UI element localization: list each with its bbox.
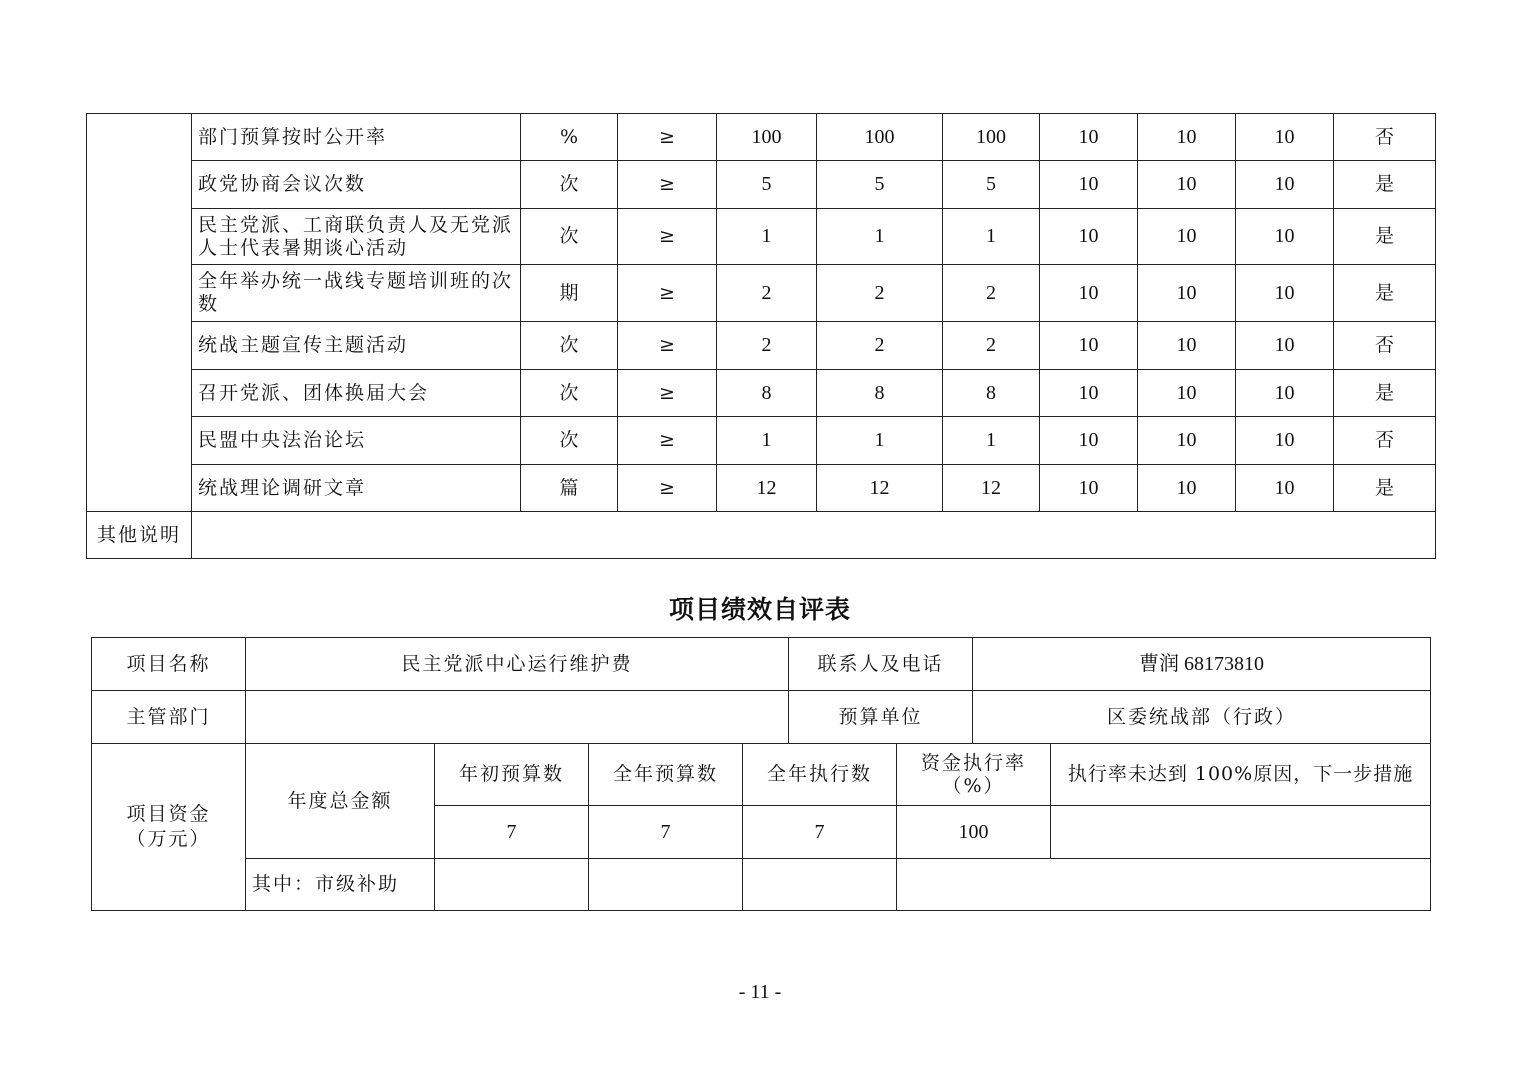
indicator-score: 10 (1138, 322, 1236, 370)
project-table (91, 637, 1431, 911)
other-notes-label: 其他说明 (87, 512, 192, 559)
indicator-name: 统战理论调研文章 (192, 465, 521, 512)
table-row (92, 859, 1431, 911)
table-row (87, 322, 1436, 370)
indicator-unit: 次 (521, 417, 618, 465)
city-exec-value (743, 859, 897, 911)
indicator-flag: 是 (1334, 161, 1436, 209)
budget-unit-label: 预算单位 (789, 691, 973, 744)
indicator-name: 部门预算按时公开率 (192, 114, 521, 161)
indicator-value: 2 (943, 322, 1040, 370)
indicator-value: 1 (717, 417, 817, 465)
table-row (92, 744, 1431, 806)
indicator-score: 10 (1236, 265, 1334, 322)
indicator-score: 10 (1040, 370, 1138, 417)
reason-label: 执行率未达到 100%原因，下一步措施 (1051, 744, 1431, 806)
indicator-value: 1 (943, 417, 1040, 465)
indicator-name: 全年举办统一战线专题培训班的次数 (192, 265, 521, 322)
indicator-flag: 否 (1334, 114, 1436, 161)
indicator-score: 10 (1236, 417, 1334, 465)
indicator-operator: ≥ (618, 370, 717, 417)
indicator-operator: ≥ (618, 161, 717, 209)
indicator-value: 2 (717, 265, 817, 322)
exec-rate-label-text: 资金执行率（%） (921, 751, 1027, 797)
indicator-value: 12 (817, 465, 943, 512)
table-row (87, 512, 1436, 559)
category-cell (87, 114, 192, 512)
city-initial-value (435, 859, 589, 911)
funds-label-text: 项目资金（万元） (126, 803, 211, 850)
indicator-score: 10 (1236, 465, 1334, 512)
indicator-value: 2 (817, 265, 943, 322)
indicator-value: 12 (943, 465, 1040, 512)
full-year-exec-label: 全年执行数 (743, 744, 897, 806)
indicator-operator: ≥ (618, 209, 717, 265)
indicator-operator: ≥ (618, 114, 717, 161)
dept-label: 主管部门 (92, 691, 246, 744)
indicator-value: 8 (943, 370, 1040, 417)
indicator-operator: ≥ (618, 265, 717, 322)
indicator-score: 10 (1040, 322, 1138, 370)
indicator-value: 1 (943, 209, 1040, 265)
indicator-unit: 期 (521, 265, 618, 322)
indicator-score: 10 (1040, 265, 1138, 322)
indicator-score: 10 (1138, 417, 1236, 465)
indicator-value: 5 (943, 161, 1040, 209)
contact-label: 联系人及电话 (789, 638, 973, 691)
indicator-value: 1 (817, 209, 943, 265)
indicator-value: 5 (717, 161, 817, 209)
indicator-score: 10 (1138, 114, 1236, 161)
full-year-budget-label: 全年预算数 (589, 744, 743, 806)
indicator-value: 1 (817, 417, 943, 465)
indicator-name: 民主党派、工商联负责人及无党派人士代表暑期谈心活动 (192, 209, 521, 265)
indicator-score: 10 (1138, 161, 1236, 209)
exec-rate-label (897, 744, 1051, 806)
indicator-operator: ≥ (618, 322, 717, 370)
indicator-score: 10 (1138, 265, 1236, 322)
indicator-score: 10 (1236, 370, 1334, 417)
table-row (92, 638, 1431, 691)
indicator-value: 2 (817, 322, 943, 370)
table-row (87, 209, 1436, 265)
indicator-score: 10 (1236, 209, 1334, 265)
indicator-score: 10 (1040, 161, 1138, 209)
indicator-operator: ≥ (618, 417, 717, 465)
indicator-value: 12 (717, 465, 817, 512)
indicator-score: 10 (1236, 322, 1334, 370)
table-row (87, 417, 1436, 465)
indicator-value: 5 (817, 161, 943, 209)
indicator-name: 民盟中央法治论坛 (192, 417, 521, 465)
indicator-score: 10 (1040, 114, 1138, 161)
indicator-unit: 次 (521, 161, 618, 209)
indicator-name: 政党协商会议次数 (192, 161, 521, 209)
indicator-value: 8 (817, 370, 943, 417)
funds-label (92, 744, 246, 911)
indicator-score: 10 (1040, 209, 1138, 265)
indicator-value: 8 (717, 370, 817, 417)
indicator-flag: 否 (1334, 417, 1436, 465)
dept-value (246, 691, 789, 744)
indicator-score: 10 (1138, 209, 1236, 265)
city-blank-cell (897, 859, 1431, 911)
indicator-unit: 次 (521, 209, 618, 265)
project-name-label: 项目名称 (92, 638, 246, 691)
page-number: - 11 - (738, 981, 782, 1003)
indicator-name: 召开党派、团体换届大会 (192, 370, 521, 417)
indicator-value: 100 (717, 114, 817, 161)
indicator-score: 10 (1040, 465, 1138, 512)
indicator-value: 1 (717, 209, 817, 265)
full-year-exec-value: 7 (743, 806, 897, 859)
initial-budget-value: 7 (435, 806, 589, 859)
city-full-year-value (589, 859, 743, 911)
table-row (87, 161, 1436, 209)
indicator-value: 100 (943, 114, 1040, 161)
indicator-value: 2 (943, 265, 1040, 322)
annual-total-label: 年度总金额 (246, 744, 435, 859)
reason-value (1051, 806, 1431, 859)
exec-rate-value: 100 (897, 806, 1051, 859)
indicator-unit: % (521, 114, 618, 161)
initial-budget-label: 年初预算数 (435, 744, 589, 806)
table-row (87, 114, 1436, 161)
other-notes-value (192, 512, 1436, 559)
indicator-score: 10 (1138, 465, 1236, 512)
indicator-flag: 是 (1334, 265, 1436, 322)
indicator-score: 10 (1138, 370, 1236, 417)
indicator-operator: ≥ (618, 465, 717, 512)
indicator-score: 10 (1236, 161, 1334, 209)
contact-value: 曹润 68173810 (973, 638, 1431, 691)
page-title: 项目绩效自评表 (668, 595, 851, 624)
table-row (92, 691, 1431, 744)
table-row (87, 370, 1436, 417)
city-subsidy-label: 其中：市级补助 (246, 859, 435, 911)
indicator-score: 10 (1236, 114, 1334, 161)
table-row (87, 465, 1436, 512)
full-year-budget-value: 7 (589, 806, 743, 859)
indicator-flag: 否 (1334, 322, 1436, 370)
indicator-flag: 是 (1334, 465, 1436, 512)
indicators-table (86, 113, 1436, 559)
indicator-score: 10 (1040, 417, 1138, 465)
budget-unit-value: 区委统战部（行政） (973, 691, 1431, 744)
indicator-unit: 次 (521, 322, 618, 370)
indicator-value: 100 (817, 114, 943, 161)
indicator-value: 2 (717, 322, 817, 370)
indicator-unit: 篇 (521, 465, 618, 512)
project-name-value: 民主党派中心运行维护费 (246, 638, 789, 691)
table-row (87, 265, 1436, 322)
indicator-name: 统战主题宣传主题活动 (192, 322, 521, 370)
indicator-unit: 次 (521, 370, 618, 417)
indicator-flag: 是 (1334, 370, 1436, 417)
indicator-flag: 是 (1334, 209, 1436, 265)
